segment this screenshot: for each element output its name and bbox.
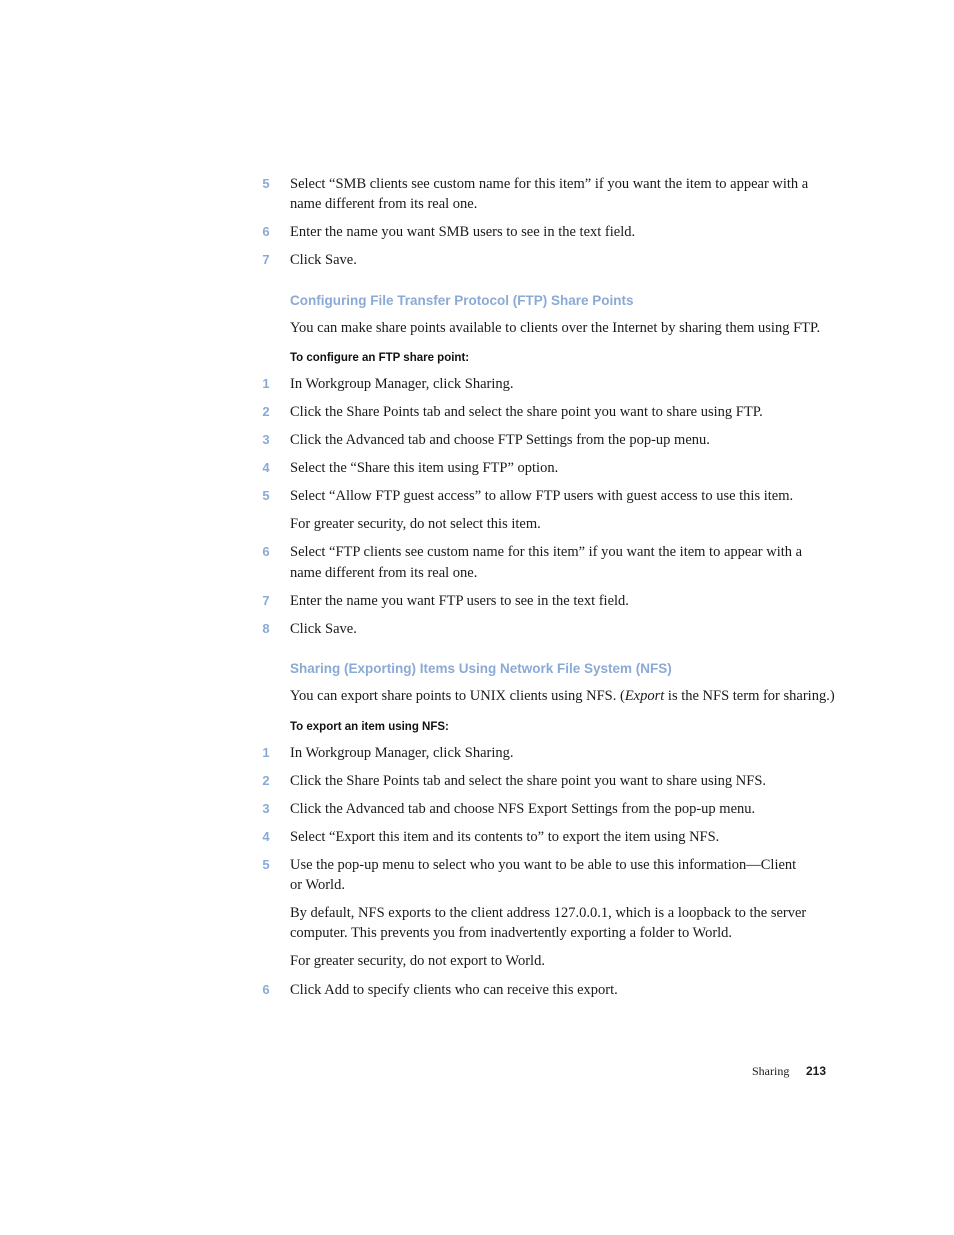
step-text: Select “FTP clients see custom name for this item” if you want the item to appear with a [290,544,803,560]
section-heading-nfs: Sharing (Exporting) Items Using Network File System (NFS) [290,661,672,676]
footer-section-name: Sharing [752,1064,790,1078]
step-text: In Workgroup Manager, click Sharing. [290,745,514,761]
step-number: 2 [262,404,270,419]
step-number: 3 [262,432,270,447]
step-number: 6 [262,982,270,997]
step-text: name different from its real one. [290,196,478,212]
step-text: name different from its real one. [290,565,478,581]
step-text: Select “SMB clients see custom name for this item” if you want the item to appear with a [290,176,809,192]
step-number: 6 [262,544,270,559]
step-note: For greater security, do not select this item. [290,516,541,532]
step-text: Click the Share Points tab and select the share point you want to share using NFS. [290,773,767,789]
step-text: Click Save. [290,252,357,268]
step-number: 8 [262,621,270,636]
step-number: 5 [262,176,270,191]
step-text: Click Add to specify clients who can receive this export. [290,982,618,998]
section-heading-ftp: Configuring File Transfer Protocol (FTP) Share Points [290,293,634,308]
step-number: 5 [262,857,270,872]
step-note: By default, NFS exports to the client address 127.0.0.1, which is a loopback to the server [290,905,807,921]
intro-italic-term: Export [624,688,665,704]
procedure-title: To export an item using NFS: [290,721,449,733]
step-text: Select the “Share this item using FTP” option. [290,460,559,476]
procedure-title: To configure an FTP share point: [290,352,470,364]
step-number: 1 [262,745,270,760]
step-text: Enter the name you want SMB users to see in the text field. [290,224,636,240]
step-text: Use the pop-up menu to select who you want to be able to use this information—Client [290,857,797,873]
step-text: Click the Advanced tab and choose NFS Export Settings from the pop-up menu. [290,801,756,817]
step-number: 1 [262,376,270,391]
step-number: 2 [262,773,270,788]
page-number: 213 [806,1064,827,1078]
step-text: or World. [290,877,345,893]
step-text: In Workgroup Manager, click Sharing. [290,376,514,392]
intro-part: You can export share points to UNIX clients using NFS. ( [290,688,625,704]
step-number: 4 [262,829,270,844]
step-text: Click the Share Points tab and select the share point you want to share using FTP. [290,404,763,420]
section-intro: You can make share points available to clients over the Internet by sharing them using FTP. [290,320,821,336]
step-note: For greater security, do not export to World. [290,953,545,969]
step-number: 6 [262,224,270,239]
step-number: 4 [262,460,270,475]
intro-part: is the NFS term for sharing.) [664,688,835,704]
section-intro [290,686,835,706]
step-text: Click the Advanced tab and choose FTP Settings from the pop-up menu. [290,432,710,448]
step-text: Click Save. [290,621,357,637]
step-number: 3 [262,801,270,816]
step-note: computer. This prevents you from inadvertently exporting a folder to World. [290,925,733,941]
step-number: 7 [262,593,270,608]
step-number: 5 [262,488,270,503]
step-text: Select “Export this item and its contents to” to export the item using NFS. [290,829,720,845]
step-text: Enter the name you want FTP users to see in the text field. [290,593,629,609]
step-number: 7 [262,252,270,267]
step-text: Select “Allow FTP guest access” to allow FTP users with guest access to use this item. [290,488,794,504]
